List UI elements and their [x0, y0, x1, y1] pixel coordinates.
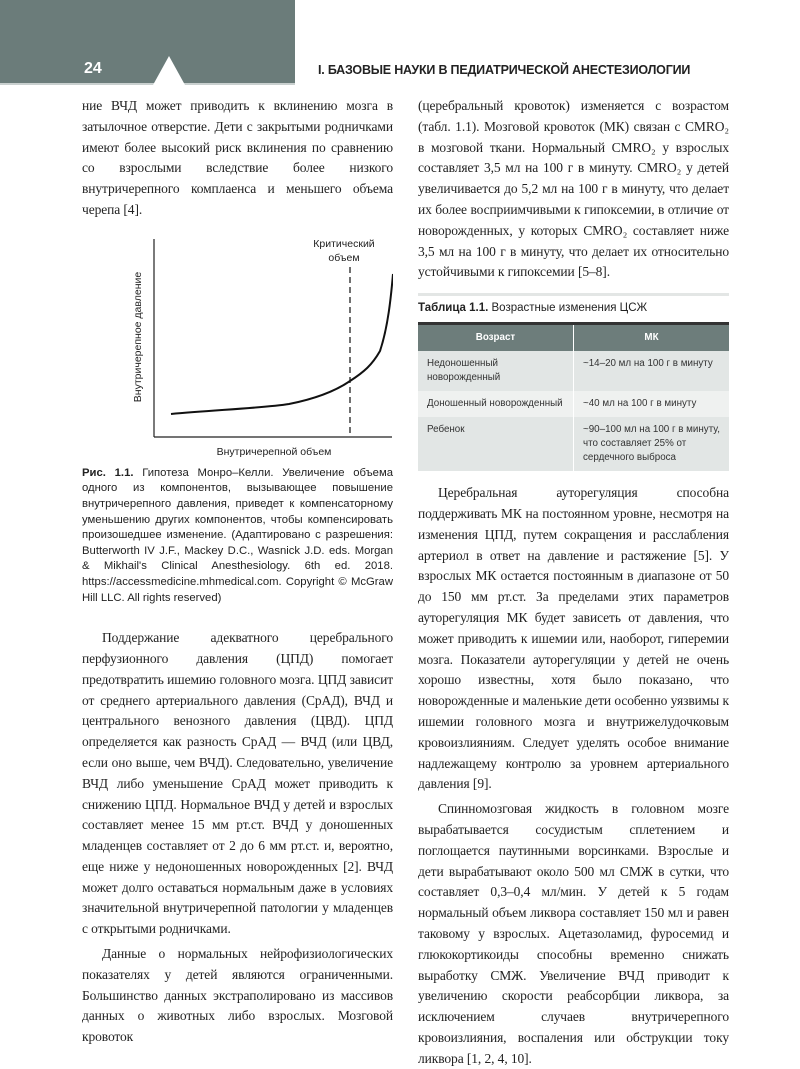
table-caption-text: Возрастные изменения ЦСЖ	[491, 302, 648, 315]
table-row	[418, 391, 729, 417]
caption-label: Рис. 1.1.	[82, 466, 134, 479]
pressure-volume-curve	[171, 274, 393, 414]
paragraph: Спинномозговая жидкость в головном мозге вырабатывается сосудистым сплетением и поглощается паутинными ворсинками. Взрослые и дети вырабатывают около 500 мл СМЖ в сутки, что составляет 0,3–0,4 мл/мин. У детей к 5 годам нормальный объем ликвора составляет 150 мл и равен таковому у взрослых. Ацетазоламид, фуросемид и глюкокортикоиды способны временно снижать выработку СМЖ. Увеличение ВЧД приводит к увеличению скорости реабсорбции ликвора, за исключением случаев внутричерепного кровоизлияния, воспаления или обструкции току ликвора [1, 2, 4, 10].	[418, 801, 729, 1066]
cell-cbf: ~40 мл на 100 г в минуту	[574, 391, 730, 417]
table-caption-label: Таблица 1.1.	[418, 302, 489, 315]
table-top-rule	[418, 293, 729, 296]
paragraph: Поддержание адекватного церебрального перфузионного давления (ЦПД) помогает предотвратить ишемию головного мозга. ЦПД зависит от среднего артериального давления (СрАД), ВЧД и центрального венозного давления (ЦВД). ЦПД определяется как разность СрАД — ВЧД (или ЦВД, если оно выше, чем ВЧД). Следовательно, увеличение ВЧД либо уменьшение СрАД может приводить к снижению ЦПД. Нормальное ВЧД у детей и взрослых составляет менее 15 мм рт.ст. ВЧД у доношенных младенцев составляет от 2 до 6 мм рт.ст. и, вероятно, еще ниже у недоношенных новорожденных [2]. ВЧД может долго оставаться нормальным даже в условиях значительной внутричерепной патологии у младенцев с открытыми родничками.	[82, 630, 393, 937]
chapter-title: I. БАЗОВЫЕ НАУКИ В ПЕДИАТРИЧЕСКОЙ АНЕСТЕЗИОЛОГИИ	[318, 63, 691, 77]
cell-cbf: ~90–100 мл на 100 г в минуту, что составляет 25% от сердечного выброса	[574, 417, 730, 471]
caption-text: Гипотеза Монро–Келли. Увеличение объема одного из компонентов, вызывающее повышение внутричерепного давления, приведет к компенсаторному уменьшению других компонентов, чтобы компенсировать произошедшее изменение. (Адаптировано с разрешения: Butterworth IV J.F., Mackey D.C., Wasnick J.D. eds. Morgan & Mikhail's Clinical Anesthesiology. 6th ed. 2018. https://accessmedicine.mhmedical.com. Copyright © McGraw Hill LLC. All rights reserved)	[82, 466, 393, 604]
page-number: 24	[84, 60, 102, 77]
table-header-row	[418, 324, 729, 352]
figure-caption	[82, 466, 393, 606]
table-caption	[418, 300, 729, 316]
right-column	[418, 96, 729, 1069]
cell-age: Доношенный новорожденный	[418, 391, 574, 417]
annotation-line2: объем	[328, 251, 360, 264]
column-header-cbf: МК	[574, 324, 730, 352]
cell-age: Недоношенный новорожденный	[418, 351, 574, 391]
left-column	[82, 96, 393, 1048]
header-band	[0, 0, 295, 83]
paragraph: Данные о нормальных нейрофизиологических показателях у детей являются ограниченными. Большинство данных экстраполировано из массивов данных о животных либо взрослых. Мозговой кровоток	[82, 946, 393, 1045]
age-cbf-table	[418, 322, 729, 471]
cell-age: Ребенок	[418, 417, 574, 471]
x-axis-label: Внутричерепной объем	[216, 445, 332, 458]
y-axis-label: Внутричерепное давление	[132, 271, 144, 402]
cell-cbf: ~14–20 мл на 100 г в минуту	[574, 351, 730, 391]
paragraph: Церебральная ауторегуляция способна поддерживать МК на постоянном уровне, несмотря на изменения ЦПД, путем сокращения и расслабления артериол в ответ на давление и растяжение [5]. У взрослых МК остается постоянным в диапазоне от 50 до 150 мм рт.ст. За пределами этих параметров ауторегуляция МК будет зависеть от давления, что может приводить к ишемии или, наоборот, гиперемии мозга. Показатели ауторегуляции у детей не очень хорошо известны, хотя было показано, что новорожденные и маленькие дети особенно уязвимы к ишемии головного мозга и внутрижелудочковым кровоизлияниям. Следует уделять особое внимание надлежащему контролю за уровнем артериального давления [9].	[418, 485, 729, 792]
table-row	[418, 351, 729, 391]
column-header-age: Возраст	[418, 324, 574, 352]
monro-kellie-figure	[82, 227, 393, 462]
paragraph: ние ВЧД может приводить к вклинению мозга в затылочное отверстие. Дети с закрытыми родничками имеют более высокий риск вклинения по сравнению со взрослыми вследствие более низкого внутричерепного комплаенса и меньшего объема черепа [4].	[82, 98, 393, 217]
header-divider	[0, 83, 295, 85]
annotation-line1: Критический	[313, 237, 375, 250]
header-triangle-decoration	[153, 56, 185, 85]
paragraph: (церебральный кровоток) изменяется с возрастом (табл. 1.1). Мозговой кровоток (МК) связан с CMRO₂ в мозговой ткани. Нормальный CMRO₂ у взрослых составляет 3,5 мл на 100 г в минуту. CMRO₂ у детей увеличивается до 5,2 мл на 100 г в минуту, что делает их более восприимчивыми к гипоксемии, в отличие от новорожденных, у которых CMRO₂ составляет ниже 3,5 мл на 100 г в минуту, что делает их относительно устойчивыми к гипоксемии [5–8].	[418, 98, 729, 280]
table-row	[418, 417, 729, 471]
